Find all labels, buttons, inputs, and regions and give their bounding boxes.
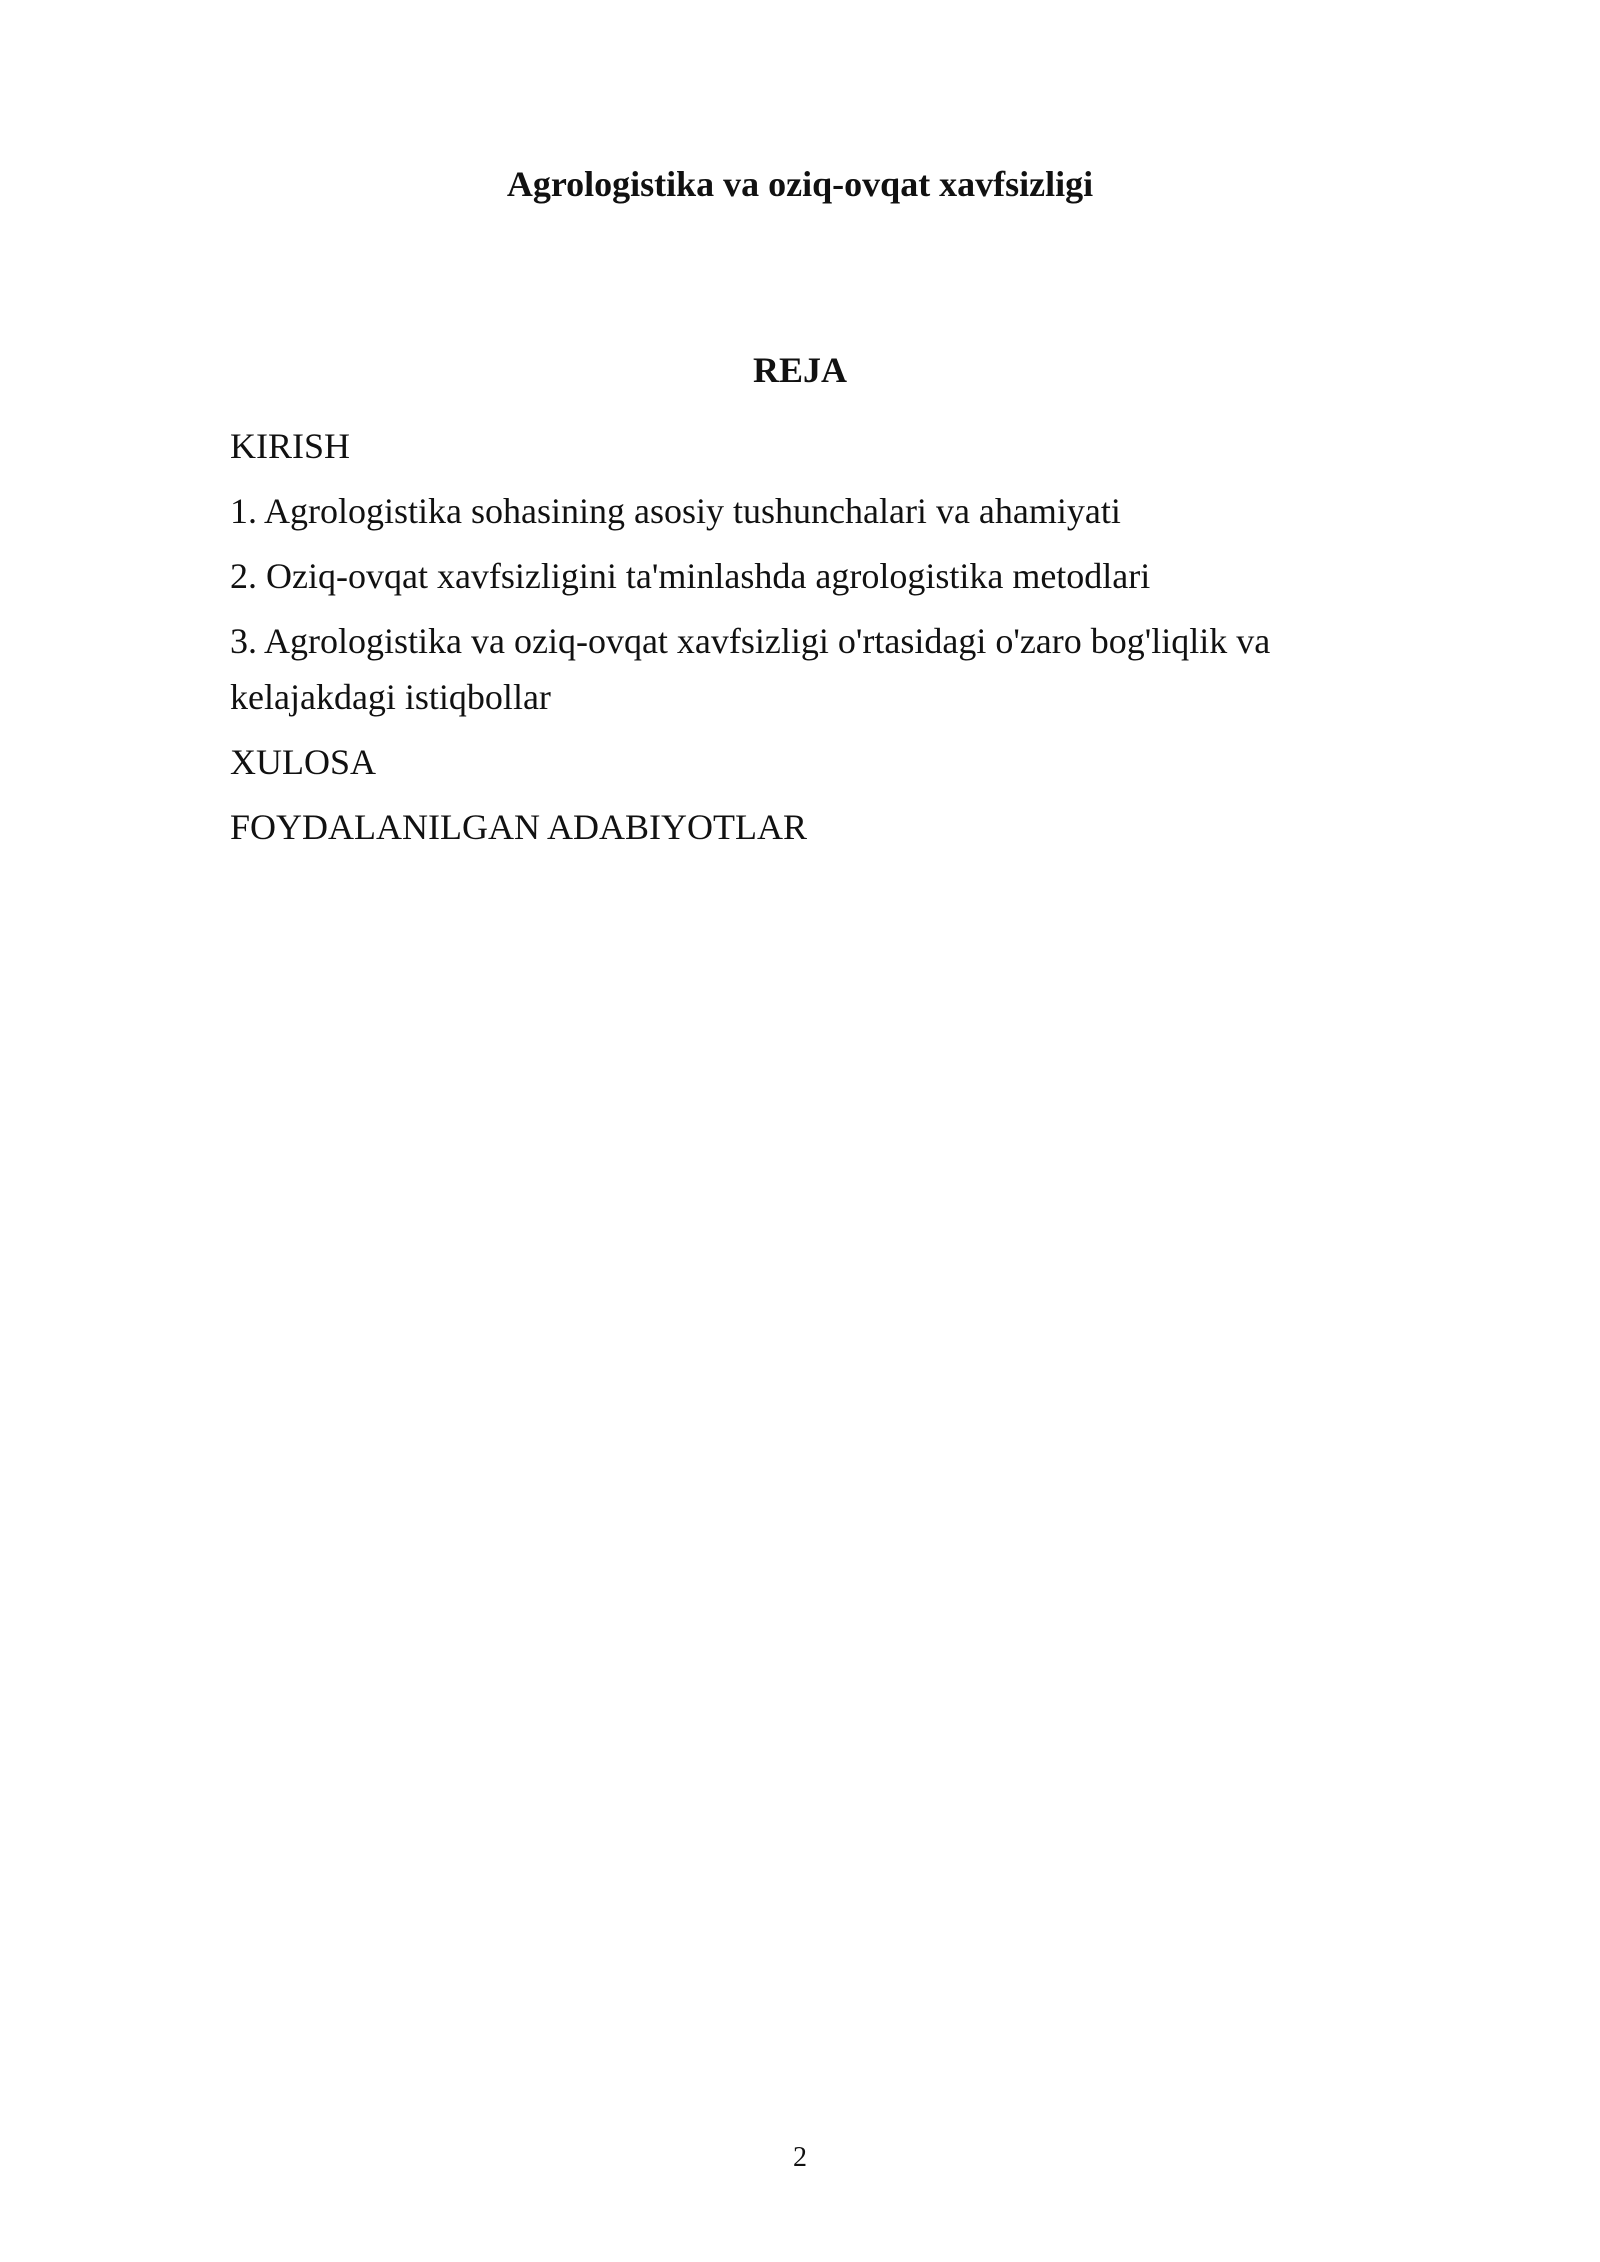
toc-item-conclusion: XULOSA — [230, 742, 377, 782]
toc-item-section-3: 3. Agrologistika va oziq-ovqat xavfsizligi o'rtasidagi o'zaro bog'liqlik va kelajakdagi istiqbollar — [230, 621, 1271, 717]
toc-item-section-1: 1. Agrologistika sohasining asosiy tushunchalari va ahamiyati — [230, 491, 1121, 531]
plan-heading: REJA — [752, 350, 847, 390]
table-of-contents — [230, 418, 1380, 864]
toc-item-introduction: KIRISH — [230, 426, 351, 466]
toc-item-references: FOYDALANILGAN ADABIYOTLAR — [230, 807, 807, 847]
document-title: Agrologistika va oziq-ovqat xavfsizligi — [506, 164, 1094, 204]
page-number: 2 — [793, 2142, 807, 2173]
toc-item-section-2: 2. Oziq-ovqat xavfsizligini ta'minlashda agrologistika metodlari — [230, 556, 1151, 596]
